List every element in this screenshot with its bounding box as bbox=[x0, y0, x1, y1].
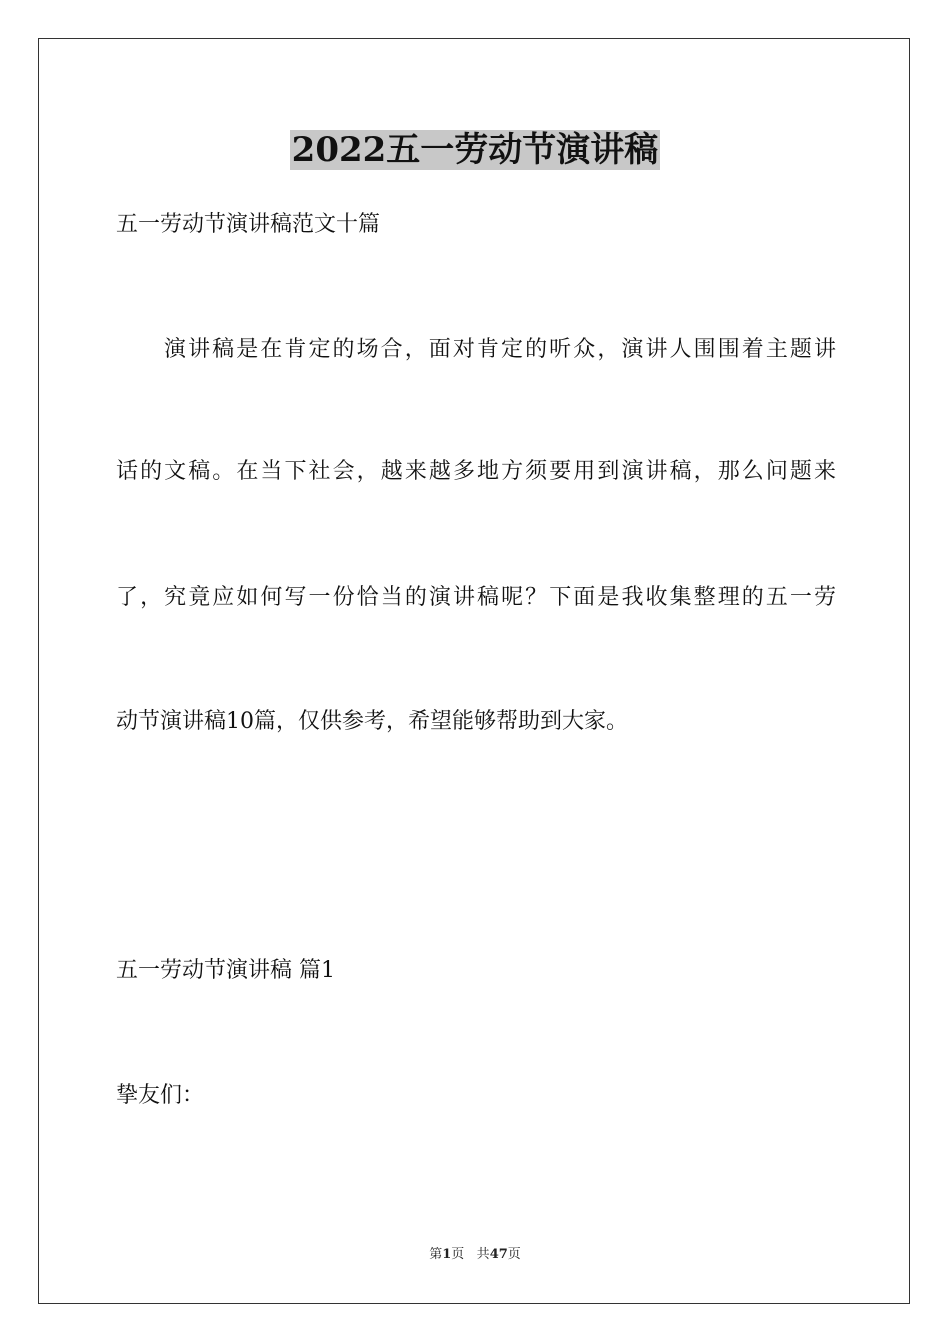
intro-paragraph-line-3: 了，究竟应如何写一份恰当的演讲稿呢？下面是我收集整理的五一劳 bbox=[116, 585, 836, 610]
document-title-text: 2022五一劳动节演讲稿 bbox=[291, 130, 659, 170]
page-footer bbox=[0, 1246, 950, 1264]
intro-paragraph-line-2: 话的文稿。在当下社会，越来越多地方须要用到演讲稿，那么问题来 bbox=[116, 459, 836, 484]
document-subtitle: 五一劳动节演讲稿范文十篇 bbox=[116, 212, 381, 237]
salutation: 挚友们： bbox=[116, 1083, 205, 1108]
intro-paragraph-line-1: 演讲稿是在肯定的场合，面对肯定的听众，演讲人围围着主题讲 bbox=[164, 337, 836, 362]
footer-page-suffix: 页 bbox=[451, 1247, 465, 1262]
footer-total-prefix: 共 bbox=[476, 1247, 490, 1262]
section-heading: 五一劳动节演讲稿 篇1 bbox=[116, 958, 335, 983]
footer-total-suffix: 页 bbox=[507, 1247, 521, 1262]
document-title bbox=[0, 128, 950, 172]
footer-page-prefix: 第 bbox=[429, 1247, 443, 1262]
footer-page-number: 1 bbox=[442, 1247, 452, 1262]
intro-paragraph-line-4: 动节演讲稿10篇，仅供参考，希望能够帮助到大家。 bbox=[116, 709, 628, 734]
footer-total-pages: 47 bbox=[489, 1247, 508, 1262]
